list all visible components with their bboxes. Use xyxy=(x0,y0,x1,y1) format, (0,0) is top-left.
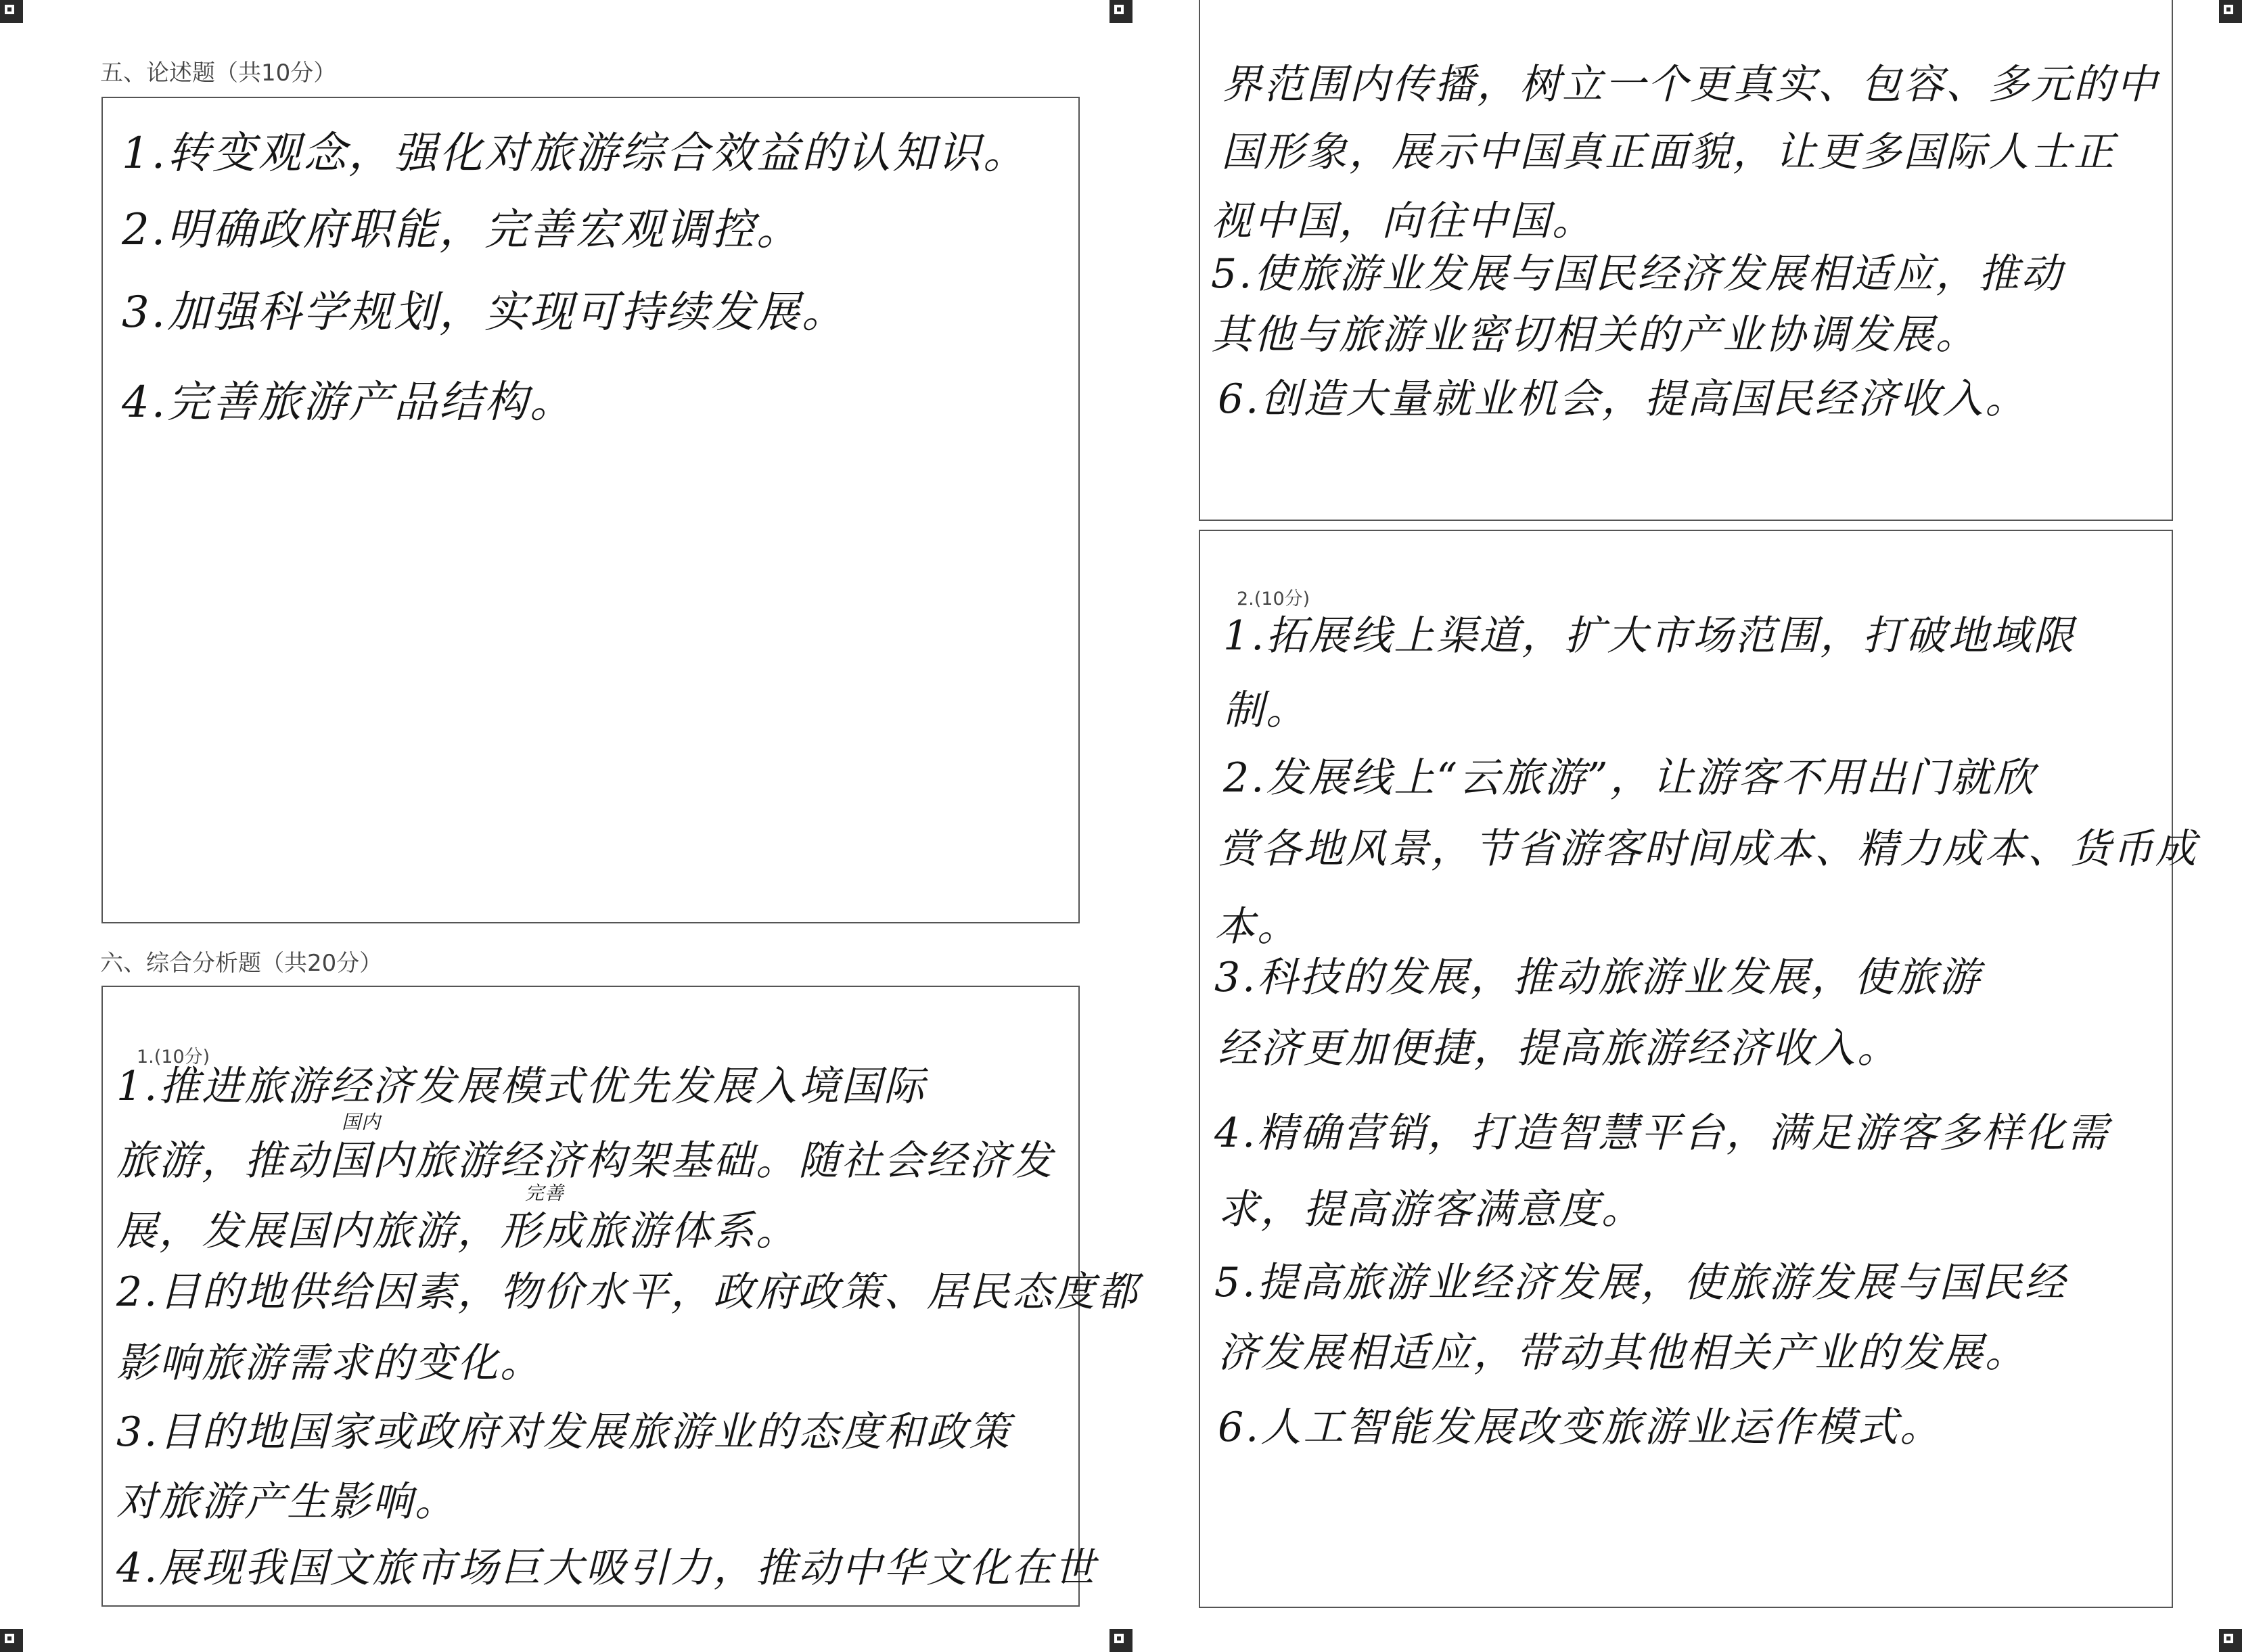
answer-line: 1.推进旅游经济发展模式优先发展入境国际 xyxy=(116,1063,927,1110)
answer-line: 3.加强科学规划，实现可持续发展。 xyxy=(122,288,848,338)
answer-line: 1.拓展线上渠道，扩大市场范围，打破地域限 xyxy=(1223,612,2076,660)
section6-heading: 六、综合分析题（共20分） xyxy=(100,950,383,977)
answer-line: 2.发展线上“云旅游”，让游客不用出门就欣 xyxy=(1223,754,2036,802)
answer-line: 其他与旅游业密切相关的产业协调发展。 xyxy=(1211,311,1978,359)
registration-marker xyxy=(0,0,23,23)
answer-line: 旅游，推动国内旅游经济构架基础。随社会经济发 xyxy=(116,1137,1054,1185)
answer-line: 3.科技的发展，推动旅游业发展，使旅游 xyxy=(1214,954,1982,1001)
answer-line: 4.展现我国文旅市场巨大吸引力，推动中华文化在世 xyxy=(116,1544,1097,1592)
answer-line: 视中国，向往中国。 xyxy=(1211,198,1595,245)
answer-line: 3.目的地国家或政府对发展旅游业的态度和政策 xyxy=(116,1408,1012,1456)
insertion-note: 国内 xyxy=(342,1111,382,1133)
question-label: 1.(10分) xyxy=(137,1047,210,1068)
answer-line: 6.创造大量就业机会，提高国民经济收入。 xyxy=(1218,375,2028,423)
answer-line: 制。 xyxy=(1223,687,1308,734)
answer-line: 2.明确政府职能，完善宏观调控。 xyxy=(122,205,802,255)
registration-marker xyxy=(0,1629,23,1652)
registration-marker xyxy=(2219,1629,2242,1652)
answer-line: 5.使旅游业发展与国民经济发展相适应，推动 xyxy=(1211,250,2064,298)
insertion-note: 完善 xyxy=(525,1182,565,1204)
answer-line: 4.完善旅游产品结构。 xyxy=(122,377,576,428)
answer-line: 2.目的地供给因素，物价水平，政府政策、居民态度都 xyxy=(116,1268,1140,1316)
answer-line: 国形象，展示中国真正面貌，让更多国际人士正 xyxy=(1221,129,2116,176)
answer-line: 本。 xyxy=(1214,903,1300,950)
answer-line: 影响旅游需求的变化。 xyxy=(116,1339,543,1387)
answer-line: 济发展相适应，带动其他相关产业的发展。 xyxy=(1218,1329,2028,1377)
answer-line: 赏各地风景，节省游客时间成本、精力成本、货币成 xyxy=(1218,825,2198,873)
answer-line: 6.人工智能发展改变旅游业运作模式。 xyxy=(1218,1404,1943,1451)
answer-line: 界范围内传播，树立一个更真实、包容、多元的中 xyxy=(1221,61,2159,108)
answer-line: 对旅游产生影响。 xyxy=(116,1478,457,1525)
section5-heading: 五、论述题（共10分） xyxy=(100,60,337,87)
registration-marker xyxy=(1109,0,1133,23)
answer-line: 展，发展国内旅游，形成旅游体系。 xyxy=(116,1208,798,1255)
answer-line: 4.精确营销，打造智慧平台，满足游客多样化需 xyxy=(1214,1109,2110,1157)
answer-line: 1.转变观念，强化对旅游综合效益的认知识。 xyxy=(122,129,1029,179)
answer-line: 5.提高旅游业经济发展，使旅游发展与国民经 xyxy=(1214,1259,2067,1306)
registration-marker xyxy=(2219,0,2242,23)
question-label: 2.(10分) xyxy=(1237,589,1310,610)
answer-line: 求，提高游客满意度。 xyxy=(1218,1186,1644,1233)
answer-line: 经济更加便捷，提高旅游经济收入。 xyxy=(1218,1025,1900,1072)
registration-marker xyxy=(1109,1629,1133,1652)
